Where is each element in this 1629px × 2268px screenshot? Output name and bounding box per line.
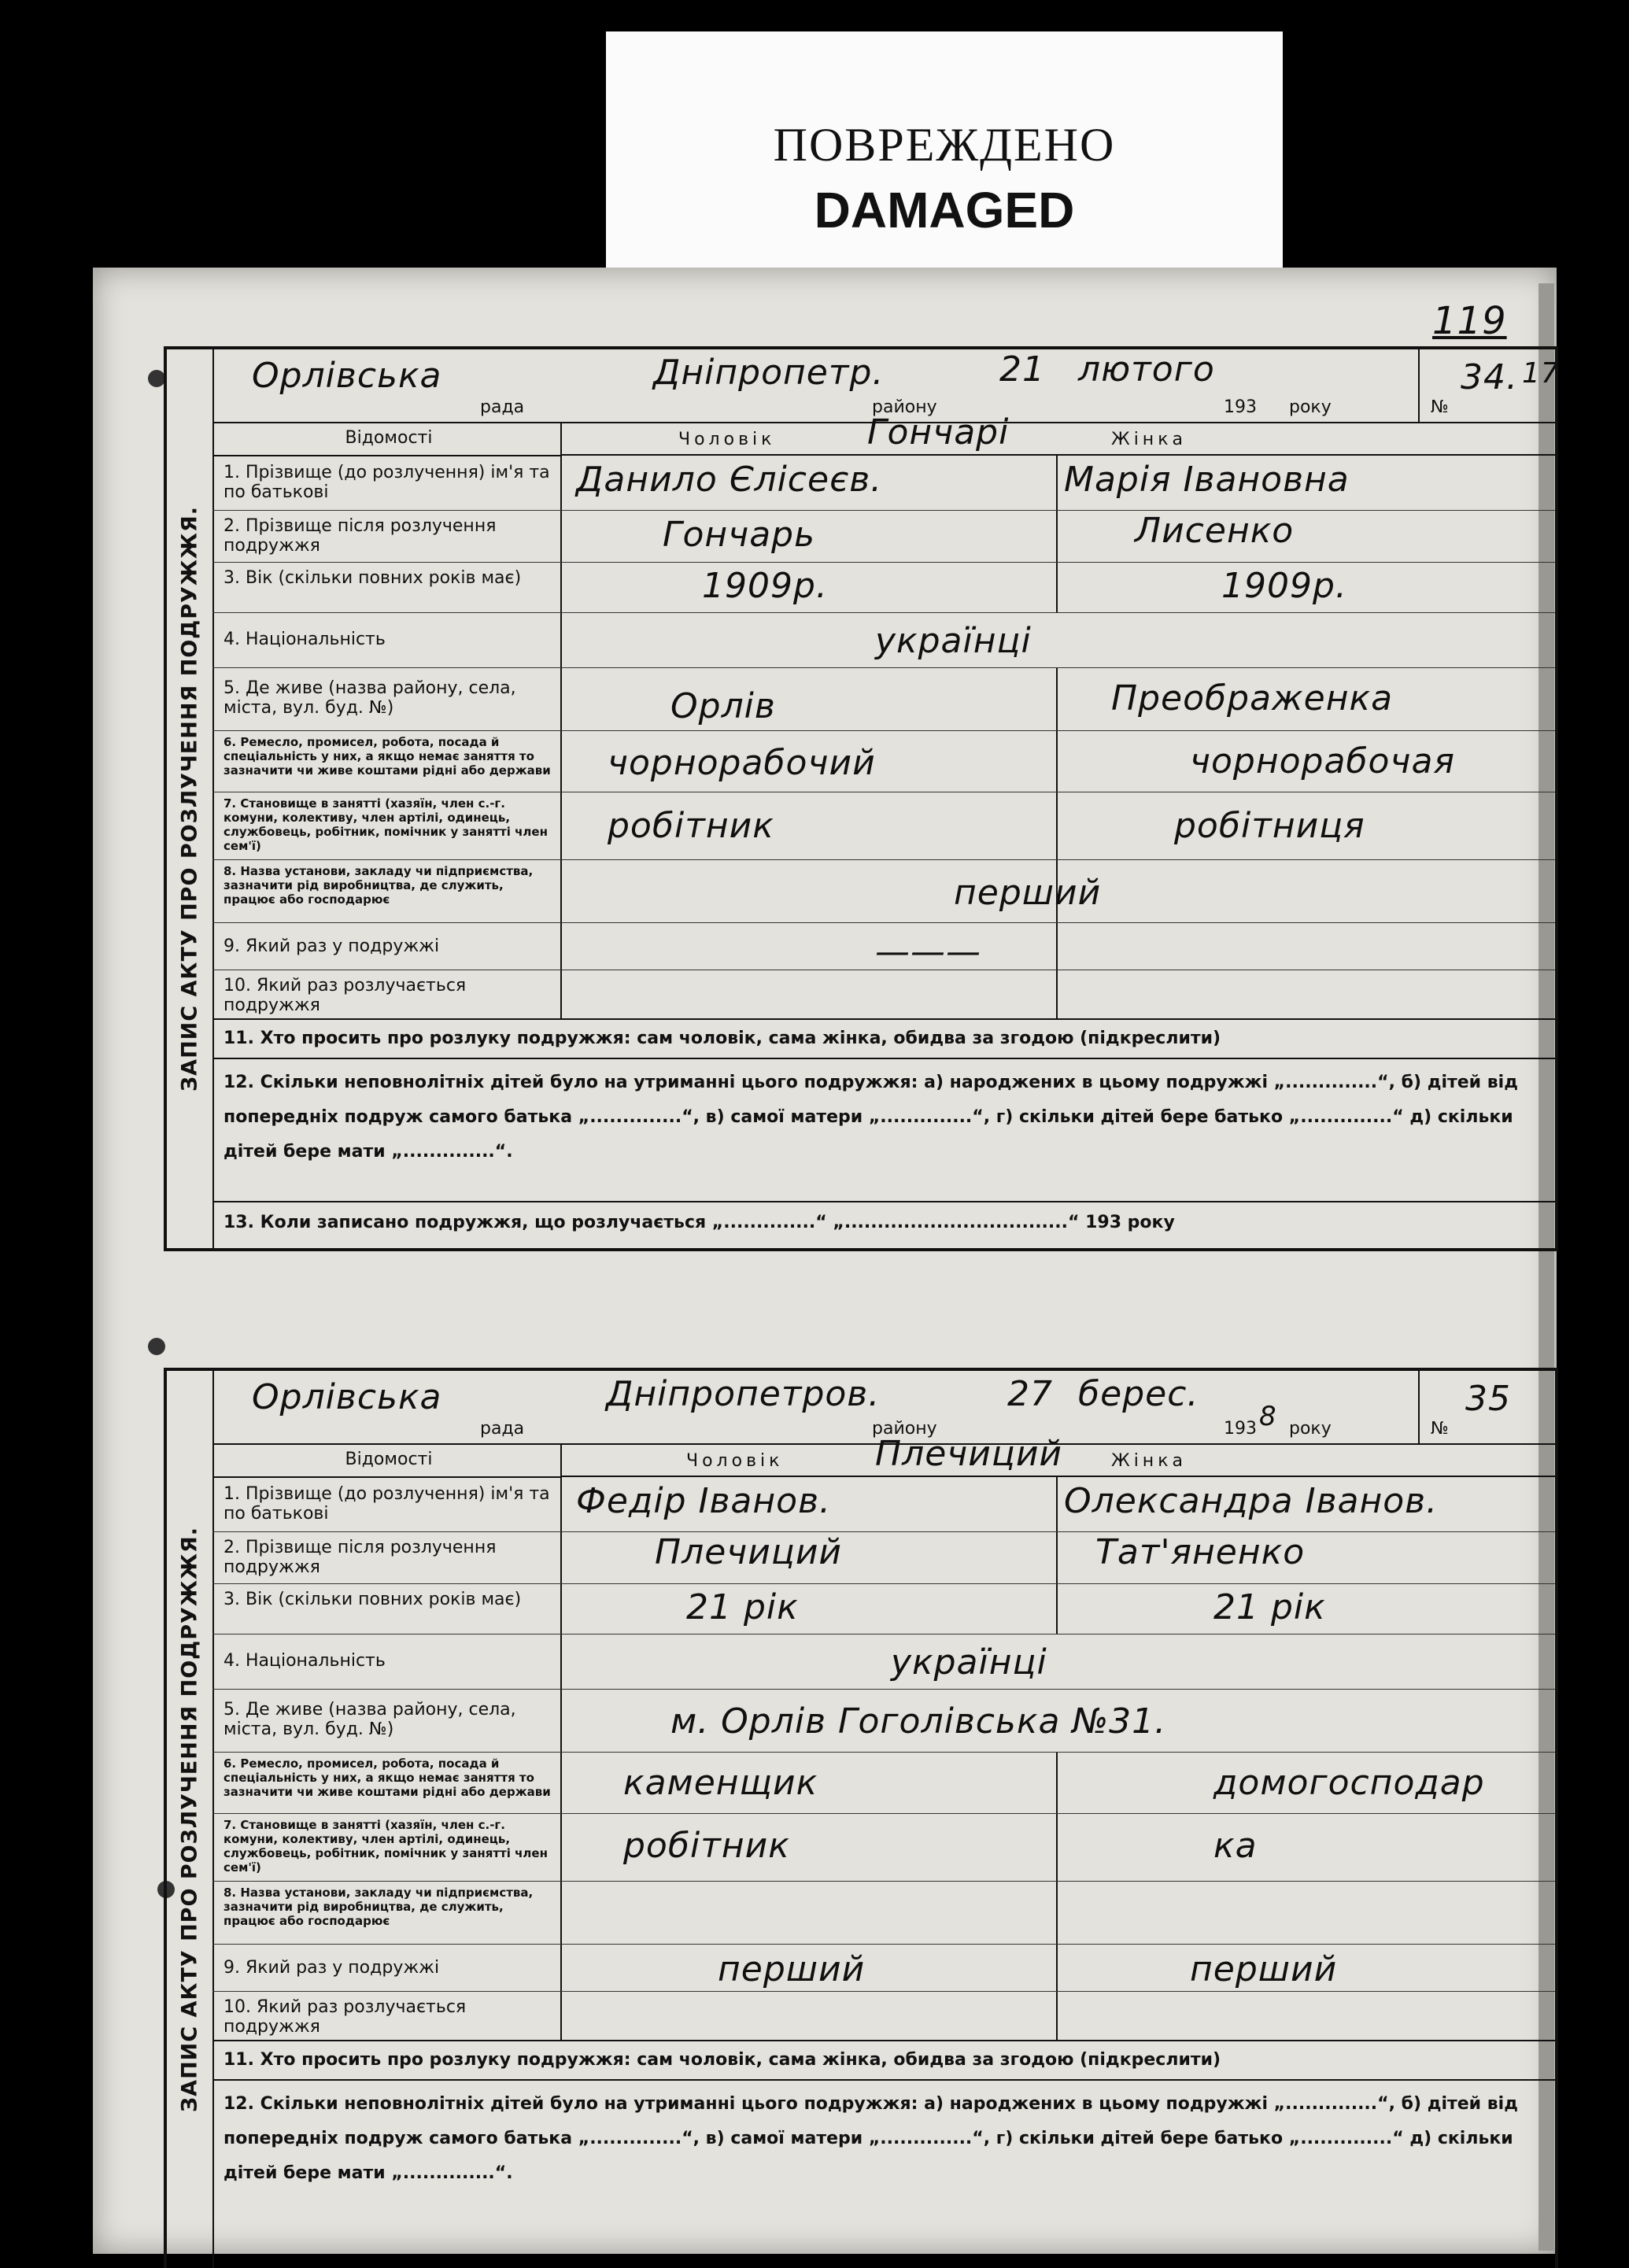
row-3-label: 3. Вік (скільки повних років має) [223,568,522,588]
dash-mark: ——— [875,932,981,972]
row-12-label: 12. Скільки неповнолітніх дітей було на утриманні цього подружжя: а) народжених в цьому подружжі „..............“, б) дітей від попередніх подруж самого батька „..............“, в) самої матери „..............“, г) скільки дітей бере батько „..............“ д) скільки дітей бере мати „..............“. [223,2094,1518,2183]
col-man-header: Чоловік [678,430,776,449]
number-prefix: № [1431,397,1449,417]
row-8 [212,1881,560,1945]
row-12 [212,1058,1555,1202]
data-rule [560,612,1555,613]
year-prefix: 193 [1224,397,1257,417]
row-12 [212,2079,1555,2254]
column-header-row [212,1443,560,1478]
row-7-label: 7. Становище в занятті (хазяїн, член с.-г. комуни, колективу, член артілі, одинець, службовець, робітник, помічник у занятті член сем'ї) [223,1818,548,1875]
record-number-box [1418,1371,1555,1443]
man-position: робітник [623,1826,790,1866]
data-rule [560,1752,1555,1753]
record-extra-mark: 17 [1522,357,1560,390]
data-rule [560,1991,1555,1992]
row-3 [212,1583,560,1635]
woman-name: Олександра Іванов. [1064,1481,1439,1521]
row-8 [212,859,560,923]
woman-age: 21 рік [1213,1587,1326,1627]
row-9-label: 9. Який раз у подружжі [223,1958,440,1978]
times-married: перший [954,873,1102,913]
row-9 [212,1944,560,1992]
rayon-caption: району [872,397,937,417]
month-value: берес. [1078,1374,1199,1414]
number-prefix: № [1431,1419,1449,1439]
day-value: 21 [999,349,1045,390]
data-rule [560,1634,1555,1635]
form-side-title [167,349,214,1248]
info-column-divider [560,1443,562,2040]
row-13-label: 13. Коли записано подружжя, що розлучається „..............“ „..................................“ 193 року [223,1213,1175,1232]
man-woman-divider-bottom [1056,667,1058,1018]
row-4-label: 4. Національність [223,630,386,649]
row-3 [212,562,560,613]
nationality: українці [891,1642,1047,1683]
surname-common: Плечиций [875,1434,1063,1474]
row-7 [212,1813,560,1882]
data-rule [560,1944,1555,1945]
data-rule [560,1689,1555,1690]
page-number: 119 [1432,299,1507,343]
record-number: 35 [1465,1379,1511,1419]
day-value: 27 [1007,1374,1053,1414]
data-rule [560,730,1555,731]
side-title-text: ЗАПИС АКТУ ПРО РОЗЛУЧЕННЯ ПОДРУЖЖЯ. [177,1527,202,2112]
row-6-label: 6. Ремесло, промисел, робота, посада й спеціальність у них, а якщо немає заняття то зазначити чи живе коштами рідні або держави [223,1756,551,1799]
rada-value: Орлівська [252,1377,442,1417]
row-4-label: 4. Національність [223,1651,386,1671]
nationality: українці [875,621,1032,661]
man-position: робітник [608,806,774,846]
data-rule [560,922,1555,923]
man-woman-divider-bottom [1056,1752,1058,2040]
row-7-label: 7. Становище в занятті (хазяїн, член с.-г. комуни, колективу, член артілі, одинець, службовець, робітник, помічник у занятті член сем'ї) [223,796,548,853]
punch-hole [148,1338,165,1355]
man-after-surname: Гончарь [663,515,816,555]
col-man-header: Чоловік [686,1451,784,1471]
rada-caption: рада [480,1419,525,1439]
rayon-value: Дніпропетров. [606,1374,881,1414]
man-after-surname: Плечиций [655,1532,843,1572]
woman-after-surname: Лисенко [1135,511,1295,551]
col-woman-header: Жінка [1111,1451,1187,1471]
row-2 [212,510,560,563]
record-number: 34. [1461,357,1518,397]
woman-after-surname: Тат'яненко [1095,1532,1306,1572]
rada-value: Орлівська [252,356,442,396]
man-woman-divider-top [1056,455,1058,612]
side-title-text: ЗАПИС АКТУ ПРО РОЗЛУЧЕННЯ ПОДРУЖЖЯ. [177,506,202,1092]
divorce-record-form-1 [164,346,1558,1251]
divorce-record-form-2 [164,1368,1558,2268]
row-3-label: 3. Вік (скільки повних років має) [223,1590,522,1609]
stamp-label-ru: ПОВРЕЖДЕНО [773,119,1116,171]
row-5 [212,667,560,731]
row-11 [212,1018,1555,1059]
rayon-value: Дніпропетр. [653,353,885,393]
row-11-label: 11. Хто просить про розлуку подружжя: сам чоловік, сама жінка, обидва за згодою (підкреслити) [223,2050,1221,2070]
year-suffix: 8 [1259,1401,1277,1432]
row-4 [212,1634,560,1690]
col-woman-header: Жінка [1111,430,1187,449]
column-header-row [212,422,560,456]
woman-name: Марія Івановна [1064,460,1350,500]
man-occupation: каменщик [623,1763,818,1803]
data-rule [560,1881,1555,1882]
rayon-caption: району [872,1419,937,1439]
row-6-label: 6. Ремесло, промисел, робота, посада й спеціальність у них, а якщо немає заняття то зазначити чи живе коштами рідні або держави [223,735,551,778]
col-info-header: Відомості [345,428,433,448]
rada-caption: рада [480,397,525,417]
row-9-label: 9. Який раз у подружжі [223,936,440,956]
man-woman-divider-top [1056,1476,1058,1634]
woman-position: ка [1213,1826,1258,1866]
info-column-divider [560,422,562,1018]
row-13 [212,1201,1555,1247]
data-rule [560,667,1555,668]
woman-occupation: чорнорабочая [1190,741,1455,781]
row-1-label: 1. Прізвище (до розлучення) ім'я та по батькові [223,463,550,502]
row-2 [212,1531,560,1584]
row-1 [212,455,560,511]
row-11 [212,2040,1555,2081]
data-rule [560,859,1555,860]
woman-residence: Преображенка [1111,678,1394,718]
row-8-label: 8. Назва установи, закладу чи підприємства, зазначити рід виробництва, де служить, працює або господарює [223,864,534,907]
row-5 [212,1689,560,1753]
header-rule [560,1476,1555,1477]
man-age: 21 рік [686,1587,799,1627]
row-11-label: 11. Хто просить про розлуку подружжя: сам чоловік, сама жінка, обидва за згодою (підкреслити) [223,1029,1221,1048]
data-rule [560,1813,1555,1814]
row-2-label: 2. Прізвище після розлучення подружжя [223,1538,497,1577]
data-rule [560,1583,1555,1584]
man-age: 1909р. [702,566,828,606]
man-residence: Орлів [670,686,776,726]
year-caption: року [1289,397,1332,417]
header-rule [560,454,1555,456]
woman-times-married: перший [1190,1949,1338,1989]
man-occupation: чорнорабочий [608,743,876,783]
woman-age: 1909р. [1221,566,1347,606]
col-info-header: Відомості [345,1450,433,1469]
stamp-label-en: DAMAGED [814,182,1075,238]
month-value: лютого [1078,349,1215,390]
damaged-stamp-card [606,31,1283,283]
residence: м. Орлів Гоголівська №31. [670,1701,1167,1742]
row-10 [212,1991,560,2040]
row-10-label: 10. Який раз розлучається подружжя [223,976,467,1015]
form-side-title [167,1371,214,2268]
row-1 [212,1476,560,1532]
man-name: Данило Єлісеєв. [576,460,883,500]
row-10-label: 10. Який раз розлучається подружжя [223,1997,467,2037]
row-12-label: 12. Скільки неповнолітніх дітей було на утриманні цього подружжя: а) народжених в цьому подружжі „..............“, б) дітей від попередніх подруж самого батька „..............“, в) самої матери „..............“, г) скільки дітей бере батько „..............“ д) скільки дітей бере мати „..............“. [223,1073,1518,1162]
woman-position: робітниця [1174,806,1365,846]
row-5-label: 5. Де живе (назва району, села, міста, вул. буд. №) [223,1700,516,1739]
row-6 [212,1752,560,1814]
data-rule [560,510,1555,511]
row-10 [212,970,560,1018]
row-2-label: 2. Прізвище після розлучення подружжя [223,516,497,556]
year-caption: року [1289,1419,1332,1439]
row-6 [212,730,560,792]
man-times-married: перший [718,1949,866,1989]
row-1-label: 1. Прізвище (до розлучення) ім'я та по батькові [223,1484,550,1524]
punch-hole [148,370,165,387]
row-7 [212,792,560,860]
row-4 [212,612,560,668]
row-5-label: 5. Де живе (назва району, села, міста, вул. буд. №) [223,678,516,718]
record-number-box [1418,349,1560,422]
row-8-label: 8. Назва установи, закладу чи підприємства, зазначити рід виробництва, де служить, працює або господарює [223,1886,534,1928]
man-name: Федір Іванов. [576,1481,831,1521]
data-rule [560,562,1555,563]
row-9 [212,922,560,970]
surname-common: Гончарі [867,412,1010,452]
woman-occupation: домогосподар [1213,1763,1485,1803]
year-prefix: 193 [1224,1419,1257,1439]
